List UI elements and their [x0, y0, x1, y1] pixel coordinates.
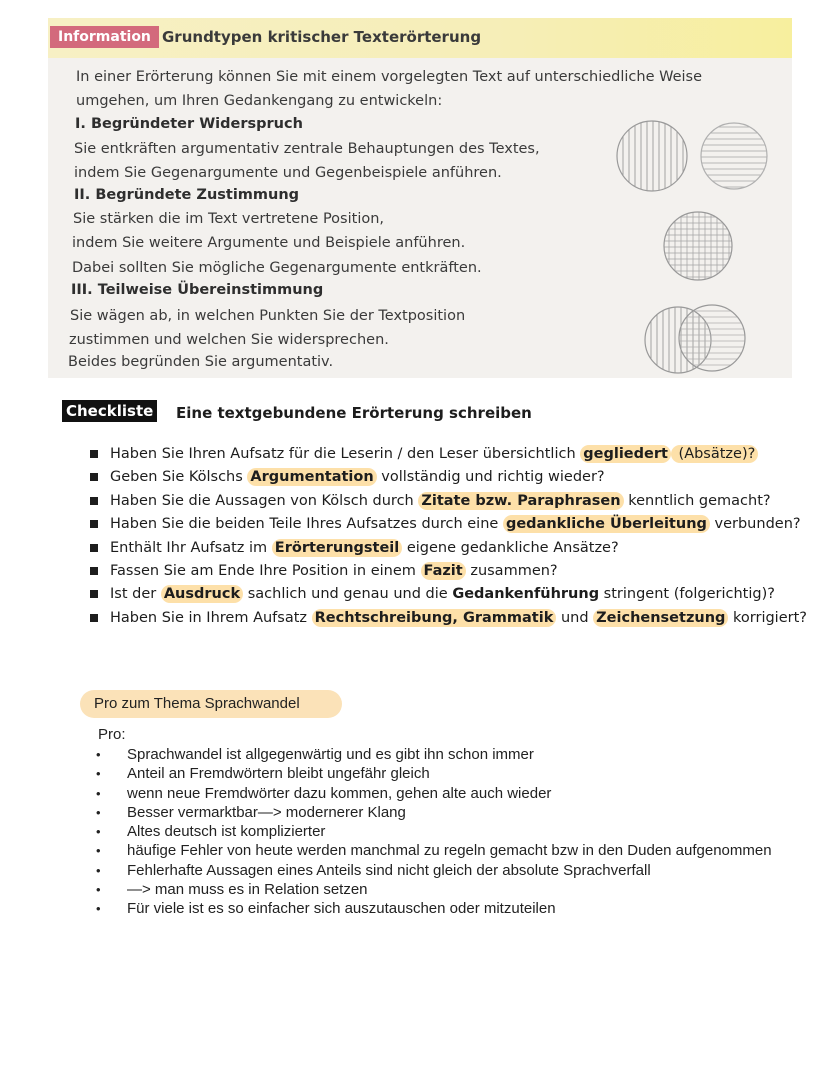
- pro-list-item: • Für viele ist es so einfacher sich auszutauschen oder mitzuteilen: [96, 899, 777, 918]
- checklist-text: korrigiert?: [728, 609, 807, 626]
- checklist-highlight: Argumentation: [247, 468, 376, 486]
- checklist-text: Enthält Ihr Aufsatz im: [110, 539, 272, 556]
- checklist-highlight: gedankliche Überleitung: [503, 515, 710, 533]
- checklist-item: [90, 443, 807, 466]
- checklist-highlight: gegliedert: [580, 445, 671, 463]
- checklist-text: Ist der: [110, 586, 161, 603]
- pro-list-item: • Sprachwandel ist allgegenwärtig und es gibt ihn schon immer: [96, 745, 777, 764]
- checklist-item: [90, 537, 807, 560]
- info-uebereinstimmung-line-1: Sie wägen ab, in welchen Punkten Sie der Textposition: [70, 308, 466, 324]
- overlap-right-circle: [679, 305, 745, 371]
- vertical-lines-circle: [617, 121, 687, 191]
- checklist-item: [90, 490, 807, 513]
- info-zustimmung-line-3: Dabei sollten Sie mögliche Gegenargumente entkräften.: [72, 260, 482, 276]
- zustimmung-circle-diagram: [660, 208, 736, 284]
- checklist-text: Haben Sie in Ihrem Aufsatz: [110, 609, 312, 626]
- checklist-text: eigene gedankliche Ansätze?: [402, 539, 619, 556]
- uebereinstimmung-circles-diagram: [642, 302, 752, 378]
- checklist-text: Haben Sie Ihren Aufsatz für die Leserin / den Leser übersichtlich: [110, 446, 581, 462]
- info-uebereinstimmung-line-3: Beides begründen Sie argumentativ.: [68, 354, 334, 370]
- information-box: [48, 18, 792, 378]
- checklist-text: verbunden?: [709, 516, 801, 533]
- checklist-item: [90, 466, 807, 489]
- checklist-item: [90, 583, 807, 606]
- pro-list-item: • häufige Fehler von heute werden manchmal zu regeln gemacht bzw in den Duden aufgenommen: [96, 841, 777, 860]
- info-heading-uebereinstimmung: III. Teilweise Übereinstimmung: [71, 282, 324, 298]
- checklist-text: vollständig und richtig wieder?: [376, 469, 605, 486]
- checklist-text: sachlich und genau und die: [243, 586, 453, 603]
- grid-circle: [664, 212, 732, 280]
- checklist-text: kenntlich gemacht?: [623, 492, 771, 509]
- checklist-text: Geben Sie Kölschs: [110, 469, 248, 486]
- checklist-highlight: Rechtschreibung, Grammatik: [312, 609, 557, 627]
- checklist-highlight: Gedankenführung: [452, 586, 600, 603]
- info-widerspruch-line-1: Sie entkräften argumentativ zentrale Behauptungen des Textes,: [74, 141, 540, 157]
- pro-list-item: • Anteil an Fremdwörtern bleibt ungefähr gleich: [96, 764, 777, 783]
- pro-label: Pro:: [98, 726, 126, 743]
- checklist-text: Haben Sie die beiden Teile Ihres Aufsatzes durch eine: [110, 516, 503, 533]
- checklist-text: Haben Sie die Aussagen von Kölsch durch: [110, 492, 419, 509]
- information-header: [48, 18, 792, 58]
- checklist-text: zusammen?: [465, 562, 558, 579]
- pro-list-item: • Altes deutsch ist komplizierter: [96, 822, 777, 841]
- checklist-highlight: Zeichensetzung: [593, 609, 728, 627]
- info-heading-zustimmung: II. Begründete Zustimmung: [74, 187, 300, 203]
- horizontal-lines-circle: [701, 123, 767, 189]
- info-zustimmung-line-2: indem Sie weitere Argumente und Beispiele anführen.: [72, 235, 466, 251]
- checklist-text: und: [556, 609, 594, 626]
- checklist-item: [90, 513, 807, 536]
- checklist-highlight: Ausdruck: [161, 585, 243, 603]
- info-zustimmung-line-1: Sie stärken die im Text vertretene Position,: [73, 211, 385, 227]
- checklist-highlight: Zitate bzw. Paraphrasen: [418, 492, 623, 510]
- information-tag: Information: [50, 26, 159, 48]
- info-heading-widerspruch: I. Begründeter Widerspruch: [75, 116, 303, 132]
- pro-list-item: • Besser vermarktbar—> modernerer Klang: [96, 803, 777, 822]
- pro-list: [96, 745, 777, 919]
- information-title: Grundtypen kritischer Texterörterung: [162, 28, 482, 46]
- checklist-text: Fassen Sie am Ende Ihre Position in einem: [110, 562, 421, 579]
- checklist-title: Eine textgebundene Erörterung schreiben: [176, 404, 532, 422]
- checklist-item: [90, 607, 807, 630]
- checklist-text: stringent (folgerichtig)?: [599, 586, 775, 603]
- info-intro-line-2: umgehen, um Ihren Gedankengang zu entwickeln:: [76, 93, 443, 109]
- pro-list-item: • —> man muss es in Relation setzen: [96, 880, 777, 899]
- info-uebereinstimmung-line-2: zustimmen und welchen Sie widersprechen.: [69, 332, 389, 348]
- checklist: [90, 443, 807, 630]
- checklist-item: [90, 560, 807, 583]
- checklist-text: (Absätze)?: [671, 445, 758, 463]
- checklist-tag: Checkliste: [62, 400, 157, 422]
- info-widerspruch-line-2: indem Sie Gegenargumente und Gegenbeispiele anführen.: [74, 165, 502, 181]
- info-intro-line-1: In einer Erörterung können Sie mit einem vorgelegten Text auf unterschiedliche Weise: [76, 69, 703, 85]
- pro-list-item: • Fehlerhafte Aussagen eines Anteils sind nicht gleich der absolute Sprachverfall: [96, 861, 777, 880]
- checklist-highlight: Erörterungsteil: [272, 539, 402, 557]
- pro-heading: Pro zum Thema Sprachwandel: [80, 690, 342, 718]
- widerspruch-circles-diagram: [614, 118, 774, 198]
- pro-list-item: • wenn neue Fremdwörter dazu kommen, gehen alte auch wieder: [96, 784, 777, 803]
- checklist-highlight: Fazit: [421, 562, 466, 580]
